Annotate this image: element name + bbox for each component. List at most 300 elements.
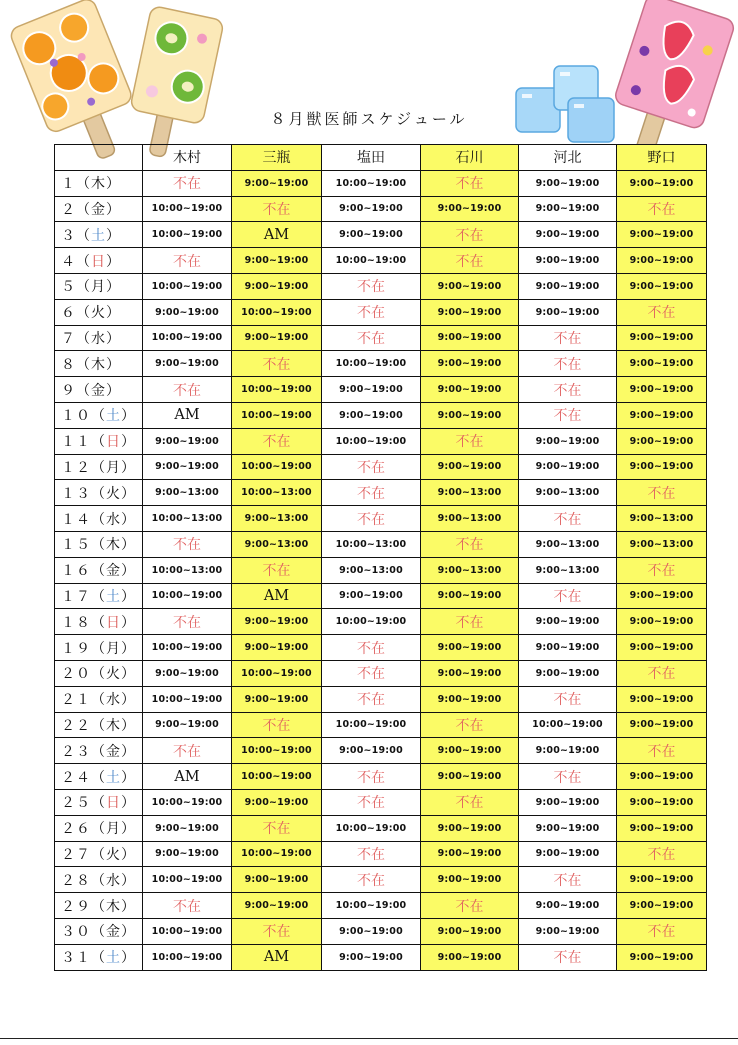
table-row: [55, 557, 707, 583]
day-number: ２７: [61, 846, 91, 863]
date-cell: １０（土）: [55, 402, 143, 428]
shift-time-cell: 9:00~19:00: [617, 764, 707, 790]
absent-cell: 不在: [232, 815, 322, 841]
weekday-label: 火: [91, 305, 106, 322]
absent-cell: 不在: [617, 738, 707, 764]
weekday-label: 金: [91, 382, 106, 399]
shift-time-cell: 9:00~19:00: [322, 402, 421, 428]
shift-time-cell: 9:00~19:00: [617, 170, 707, 196]
shift-time-cell: 9:00~19:00: [617, 377, 707, 403]
weekday-label: 金: [106, 924, 121, 941]
divider: [0, 1038, 738, 1039]
shift-time-cell: 10:00~19:00: [143, 867, 232, 893]
absent-cell: 不在: [322, 867, 421, 893]
shift-time-cell: 10:00~19:00: [322, 893, 421, 919]
table-row: [55, 273, 707, 299]
shift-time-cell: 9:00~19:00: [322, 944, 421, 970]
shift-time-cell: 9:00~19:00: [421, 454, 519, 480]
weekday-label: 月: [106, 640, 121, 657]
table-row: [55, 893, 707, 919]
table-row: [55, 686, 707, 712]
date-cell: １１（日）: [55, 428, 143, 454]
absent-cell: 不在: [322, 299, 421, 325]
shift-time-cell: 9:00~19:00: [143, 712, 232, 738]
day-number: ７: [61, 330, 76, 347]
shift-time-cell: 9:00~19:00: [421, 738, 519, 764]
shift-time-cell: 10:00~19:00: [519, 712, 617, 738]
shift-time-cell: 10:00~19:00: [143, 789, 232, 815]
weekday-label: 金: [91, 201, 106, 218]
schedule-body: [55, 170, 707, 970]
shift-time-cell: 9:00~19:00: [519, 222, 617, 248]
shift-time-cell: 9:00~13:00: [617, 531, 707, 557]
day-number: １８: [61, 614, 91, 631]
header-vet: 石川: [421, 145, 519, 171]
absent-cell: 不在: [322, 325, 421, 351]
day-number: ２１: [61, 692, 91, 709]
shift-time-cell: 10:00~19:00: [322, 428, 421, 454]
absent-cell: 不在: [322, 660, 421, 686]
shift-time-cell: 10:00~19:00: [143, 583, 232, 609]
shift-time-cell: 9:00~19:00: [232, 609, 322, 635]
day-number: ３０: [61, 924, 91, 941]
shift-time-cell: 9:00~19:00: [143, 454, 232, 480]
absent-cell: 不在: [519, 764, 617, 790]
shift-time-cell: 9:00~19:00: [421, 635, 519, 661]
day-number: １０: [61, 408, 91, 425]
absent-cell: 不在: [519, 867, 617, 893]
table-row: [55, 402, 707, 428]
absent-cell: 不在: [519, 351, 617, 377]
am-cell: AM: [143, 764, 232, 790]
absent-cell: 不在: [322, 635, 421, 661]
shift-time-cell: 10:00~19:00: [322, 815, 421, 841]
date-cell: ２０（火）: [55, 660, 143, 686]
absent-cell: 不在: [232, 557, 322, 583]
shift-time-cell: 9:00~19:00: [617, 944, 707, 970]
date-cell: １８（日）: [55, 609, 143, 635]
date-cell: ５（月）: [55, 273, 143, 299]
weekday-label: 金: [106, 563, 121, 580]
shift-time-cell: 9:00~13:00: [421, 506, 519, 532]
absent-cell: 不在: [617, 299, 707, 325]
absent-cell: 不在: [322, 273, 421, 299]
weekday-label: 水: [106, 872, 121, 889]
header-row: [55, 145, 707, 171]
shift-time-cell: 9:00~19:00: [617, 273, 707, 299]
table-row: [55, 299, 707, 325]
weekday-label: 日: [106, 614, 121, 631]
shift-time-cell: 9:00~19:00: [143, 428, 232, 454]
absent-cell: 不在: [232, 351, 322, 377]
shift-time-cell: 10:00~19:00: [322, 609, 421, 635]
date-cell: ２６（月）: [55, 815, 143, 841]
table-row: [55, 944, 707, 970]
weekday-label: 木: [106, 717, 121, 734]
shift-time-cell: 9:00~19:00: [519, 789, 617, 815]
shift-time-cell: 10:00~19:00: [232, 738, 322, 764]
table-row: [55, 841, 707, 867]
absent-cell: 不在: [421, 609, 519, 635]
schedule-table: [54, 144, 707, 971]
absent-cell: 不在: [143, 893, 232, 919]
shift-time-cell: 10:00~19:00: [143, 325, 232, 351]
shift-time-cell: 9:00~19:00: [421, 815, 519, 841]
weekday-label: 水: [91, 330, 106, 347]
absent-cell: 不在: [617, 557, 707, 583]
weekday-label: 日: [106, 795, 121, 812]
table-row: [55, 660, 707, 686]
absent-cell: 不在: [322, 480, 421, 506]
weekday-label: 火: [106, 666, 121, 683]
table-row: [55, 918, 707, 944]
absent-cell: 不在: [519, 583, 617, 609]
absent-cell: 不在: [519, 944, 617, 970]
shift-time-cell: 10:00~19:00: [232, 660, 322, 686]
page-title: ８月獣医師スケジュール: [270, 110, 468, 128]
weekday-label: 火: [106, 485, 121, 502]
shift-time-cell: 9:00~19:00: [519, 273, 617, 299]
table-row: [55, 789, 707, 815]
day-number: １７: [61, 588, 91, 605]
table-row: [55, 506, 707, 532]
shift-time-cell: 9:00~19:00: [232, 635, 322, 661]
date-cell: １６（金）: [55, 557, 143, 583]
table-row: [55, 196, 707, 222]
shift-time-cell: 9:00~19:00: [421, 273, 519, 299]
date-cell: ３０（金）: [55, 918, 143, 944]
header-vet: 河北: [519, 145, 617, 171]
shift-time-cell: 9:00~19:00: [143, 351, 232, 377]
absent-cell: 不在: [232, 918, 322, 944]
shift-time-cell: 10:00~19:00: [322, 351, 421, 377]
day-number: １１: [61, 434, 91, 451]
shift-time-cell: 9:00~19:00: [617, 609, 707, 635]
header-corner: [55, 145, 143, 171]
table-row: [55, 609, 707, 635]
weekday-label: 月: [106, 459, 121, 476]
absent-cell: 不在: [232, 428, 322, 454]
absent-cell: 不在: [421, 170, 519, 196]
absent-cell: 不在: [322, 454, 421, 480]
shift-time-cell: 9:00~19:00: [322, 222, 421, 248]
shift-time-cell: 9:00~19:00: [421, 944, 519, 970]
absent-cell: 不在: [421, 531, 519, 557]
table-row: [55, 712, 707, 738]
weekday-label: 日: [91, 253, 106, 270]
shift-time-cell: 9:00~19:00: [232, 170, 322, 196]
shift-time-cell: 10:00~19:00: [322, 712, 421, 738]
shift-time-cell: 9:00~19:00: [421, 583, 519, 609]
absent-cell: 不在: [421, 712, 519, 738]
shift-time-cell: 9:00~19:00: [322, 196, 421, 222]
date-cell: １４（水）: [55, 506, 143, 532]
date-cell: ３１（土）: [55, 944, 143, 970]
table-row: [55, 738, 707, 764]
date-cell: ２８（水）: [55, 867, 143, 893]
shift-time-cell: 9:00~19:00: [617, 248, 707, 274]
day-number: ２２: [61, 717, 91, 734]
shift-time-cell: 9:00~19:00: [421, 299, 519, 325]
shift-time-cell: 9:00~13:00: [232, 506, 322, 532]
date-cell: ２２（木）: [55, 712, 143, 738]
date-cell: ２７（火）: [55, 841, 143, 867]
shift-time-cell: 9:00~19:00: [519, 918, 617, 944]
shift-time-cell: 9:00~19:00: [421, 196, 519, 222]
day-number: ２８: [61, 872, 91, 889]
shift-time-cell: 10:00~19:00: [143, 944, 232, 970]
date-cell: ２９（木）: [55, 893, 143, 919]
weekday-label: 木: [91, 356, 106, 373]
shift-time-cell: 9:00~19:00: [421, 841, 519, 867]
weekday-label: 月: [91, 279, 106, 296]
absent-cell: 不在: [143, 738, 232, 764]
weekday-label: 土: [106, 769, 121, 786]
table-row: [55, 480, 707, 506]
absent-cell: 不在: [617, 480, 707, 506]
shift-time-cell: 10:00~19:00: [232, 841, 322, 867]
table-row: [55, 248, 707, 274]
weekday-label: 金: [106, 743, 121, 760]
absent-cell: 不在: [519, 377, 617, 403]
shift-time-cell: 9:00~19:00: [232, 686, 322, 712]
shift-time-cell: 9:00~19:00: [519, 660, 617, 686]
absent-cell: 不在: [143, 170, 232, 196]
weekday-label: 日: [106, 434, 121, 451]
shift-time-cell: 10:00~19:00: [143, 686, 232, 712]
shift-time-cell: 9:00~19:00: [617, 815, 707, 841]
shift-time-cell: 9:00~19:00: [617, 867, 707, 893]
date-cell: ２（金）: [55, 196, 143, 222]
shift-time-cell: 9:00~19:00: [519, 609, 617, 635]
shift-time-cell: 10:00~19:00: [232, 299, 322, 325]
day-number: ５: [61, 279, 76, 296]
shift-time-cell: 10:00~19:00: [322, 170, 421, 196]
date-cell: ６（火）: [55, 299, 143, 325]
date-cell: ８（木）: [55, 351, 143, 377]
shift-time-cell: 9:00~13:00: [143, 480, 232, 506]
date-cell: ２３（金）: [55, 738, 143, 764]
absent-cell: 不在: [617, 196, 707, 222]
day-number: １９: [61, 640, 91, 657]
absent-cell: 不在: [322, 841, 421, 867]
shift-time-cell: 9:00~19:00: [519, 454, 617, 480]
shift-time-cell: 10:00~19:00: [143, 273, 232, 299]
shift-time-cell: 9:00~19:00: [421, 351, 519, 377]
table-row: [55, 377, 707, 403]
shift-time-cell: 9:00~19:00: [322, 583, 421, 609]
weekday-label: 木: [106, 537, 121, 554]
shift-time-cell: 9:00~19:00: [421, 660, 519, 686]
absent-cell: 不在: [143, 377, 232, 403]
shift-time-cell: 9:00~19:00: [421, 918, 519, 944]
kiwi-popsicle-icon: [118, 4, 233, 164]
shift-time-cell: 10:00~13:00: [232, 480, 322, 506]
day-number: ２９: [61, 898, 91, 915]
strawberry-popsicle-icon: [600, 0, 738, 165]
table-row: [55, 583, 707, 609]
day-number: １６: [61, 563, 91, 580]
table-row: [55, 815, 707, 841]
day-number: １４: [61, 511, 91, 528]
absent-cell: 不在: [143, 531, 232, 557]
weekday-label: 土: [91, 227, 106, 244]
absent-cell: 不在: [519, 686, 617, 712]
day-number: ２４: [61, 769, 91, 786]
table-row: [55, 764, 707, 790]
date-cell: １（木）: [55, 170, 143, 196]
shift-time-cell: 9:00~19:00: [421, 402, 519, 428]
day-number: ９: [61, 382, 76, 399]
shift-time-cell: 9:00~19:00: [617, 222, 707, 248]
shift-time-cell: 9:00~19:00: [421, 686, 519, 712]
shift-time-cell: 10:00~13:00: [143, 557, 232, 583]
table-row: [55, 222, 707, 248]
shift-time-cell: 9:00~19:00: [519, 815, 617, 841]
shift-time-cell: 10:00~19:00: [322, 248, 421, 274]
shift-time-cell: 9:00~19:00: [519, 428, 617, 454]
weekday-label: 木: [91, 176, 106, 193]
day-number: １３: [61, 485, 91, 502]
shift-time-cell: 9:00~19:00: [322, 377, 421, 403]
shift-time-cell: 9:00~19:00: [322, 918, 421, 944]
am-cell: AM: [232, 222, 322, 248]
date-cell: ２５（日）: [55, 789, 143, 815]
table-row: [55, 635, 707, 661]
absent-cell: 不在: [232, 712, 322, 738]
shift-time-cell: 9:00~19:00: [519, 299, 617, 325]
absent-cell: 不在: [421, 893, 519, 919]
day-number: ２６: [61, 821, 91, 838]
table-row: [55, 325, 707, 351]
date-cell: １７（土）: [55, 583, 143, 609]
absent-cell: 不在: [322, 764, 421, 790]
shift-time-cell: 9:00~19:00: [519, 170, 617, 196]
date-cell: ３（土）: [55, 222, 143, 248]
shift-time-cell: 10:00~19:00: [232, 764, 322, 790]
shift-time-cell: 9:00~19:00: [143, 841, 232, 867]
day-number: ２: [61, 201, 76, 218]
weekday-label: 土: [106, 588, 121, 605]
shift-time-cell: 9:00~19:00: [519, 841, 617, 867]
day-number: １５: [61, 537, 91, 554]
day-number: １２: [61, 459, 91, 476]
shift-time-cell: 9:00~19:00: [232, 867, 322, 893]
day-number: ２０: [61, 666, 91, 683]
shift-time-cell: 10:00~19:00: [232, 377, 322, 403]
absent-cell: 不在: [519, 506, 617, 532]
shift-time-cell: 9:00~19:00: [421, 377, 519, 403]
table-row: [55, 170, 707, 196]
shift-time-cell: 9:00~19:00: [421, 764, 519, 790]
shift-time-cell: 9:00~13:00: [232, 531, 322, 557]
absent-cell: 不在: [143, 609, 232, 635]
weekday-label: 月: [106, 821, 121, 838]
shift-time-cell: 9:00~19:00: [143, 815, 232, 841]
shift-time-cell: 10:00~13:00: [322, 531, 421, 557]
shift-time-cell: 10:00~19:00: [232, 402, 322, 428]
header-vet: 野口: [617, 145, 707, 171]
shift-time-cell: 9:00~13:00: [519, 531, 617, 557]
date-cell: ９（金）: [55, 377, 143, 403]
shift-time-cell: 9:00~19:00: [617, 351, 707, 377]
absent-cell: 不在: [421, 248, 519, 274]
shift-time-cell: 10:00~19:00: [143, 918, 232, 944]
shift-time-cell: 10:00~19:00: [232, 454, 322, 480]
shift-time-cell: 10:00~19:00: [143, 196, 232, 222]
header-vet: 塩田: [322, 145, 421, 171]
absent-cell: 不在: [519, 402, 617, 428]
table-row: [55, 428, 707, 454]
shift-time-cell: 9:00~13:00: [421, 557, 519, 583]
shift-time-cell: 9:00~19:00: [617, 893, 707, 919]
weekday-label: 土: [106, 408, 121, 425]
shift-time-cell: 9:00~19:00: [617, 325, 707, 351]
date-cell: ４（日）: [55, 248, 143, 274]
header-vet: 三瓶: [232, 145, 322, 171]
absent-cell: 不在: [617, 918, 707, 944]
weekday-label: 土: [106, 950, 121, 967]
shift-time-cell: 9:00~19:00: [617, 402, 707, 428]
shift-time-cell: 9:00~19:00: [617, 583, 707, 609]
day-number: ８: [61, 356, 76, 373]
shift-time-cell: 9:00~13:00: [519, 557, 617, 583]
absent-cell: 不在: [322, 686, 421, 712]
shift-time-cell: 9:00~19:00: [421, 325, 519, 351]
day-number: ２５: [61, 795, 91, 812]
weekday-label: 水: [106, 511, 121, 528]
table-row: [55, 531, 707, 557]
shift-time-cell: 9:00~19:00: [617, 454, 707, 480]
am-cell: AM: [232, 944, 322, 970]
table-row: [55, 351, 707, 377]
shift-time-cell: 10:00~13:00: [143, 506, 232, 532]
table-row: [55, 454, 707, 480]
weekday-label: 木: [106, 898, 121, 915]
shift-time-cell: 9:00~19:00: [519, 635, 617, 661]
absent-cell: 不在: [519, 325, 617, 351]
shift-time-cell: 9:00~19:00: [617, 428, 707, 454]
shift-time-cell: 10:00~19:00: [143, 635, 232, 661]
shift-time-cell: 9:00~13:00: [617, 506, 707, 532]
shift-time-cell: 9:00~19:00: [519, 196, 617, 222]
shift-time-cell: 9:00~19:00: [143, 299, 232, 325]
shift-time-cell: 9:00~19:00: [617, 686, 707, 712]
weekday-label: 水: [106, 692, 121, 709]
day-number: ２３: [61, 743, 91, 760]
shift-time-cell: 9:00~19:00: [617, 712, 707, 738]
table-row: [55, 867, 707, 893]
shift-time-cell: 10:00~19:00: [143, 222, 232, 248]
shift-time-cell: 9:00~19:00: [232, 789, 322, 815]
date-cell: １２（月）: [55, 454, 143, 480]
shift-time-cell: 9:00~19:00: [617, 789, 707, 815]
date-cell: ２１（水）: [55, 686, 143, 712]
shift-time-cell: 9:00~19:00: [519, 893, 617, 919]
absent-cell: 不在: [232, 196, 322, 222]
weekday-label: 火: [106, 846, 121, 863]
shift-time-cell: 9:00~19:00: [232, 248, 322, 274]
absent-cell: 不在: [617, 841, 707, 867]
absent-cell: 不在: [421, 222, 519, 248]
shift-time-cell: 9:00~13:00: [421, 480, 519, 506]
day-number: １: [61, 176, 76, 193]
day-number: ３１: [61, 950, 91, 967]
shift-time-cell: 9:00~19:00: [232, 893, 322, 919]
date-cell: ７（水）: [55, 325, 143, 351]
am-cell: AM: [232, 583, 322, 609]
shift-time-cell: 9:00~13:00: [519, 480, 617, 506]
